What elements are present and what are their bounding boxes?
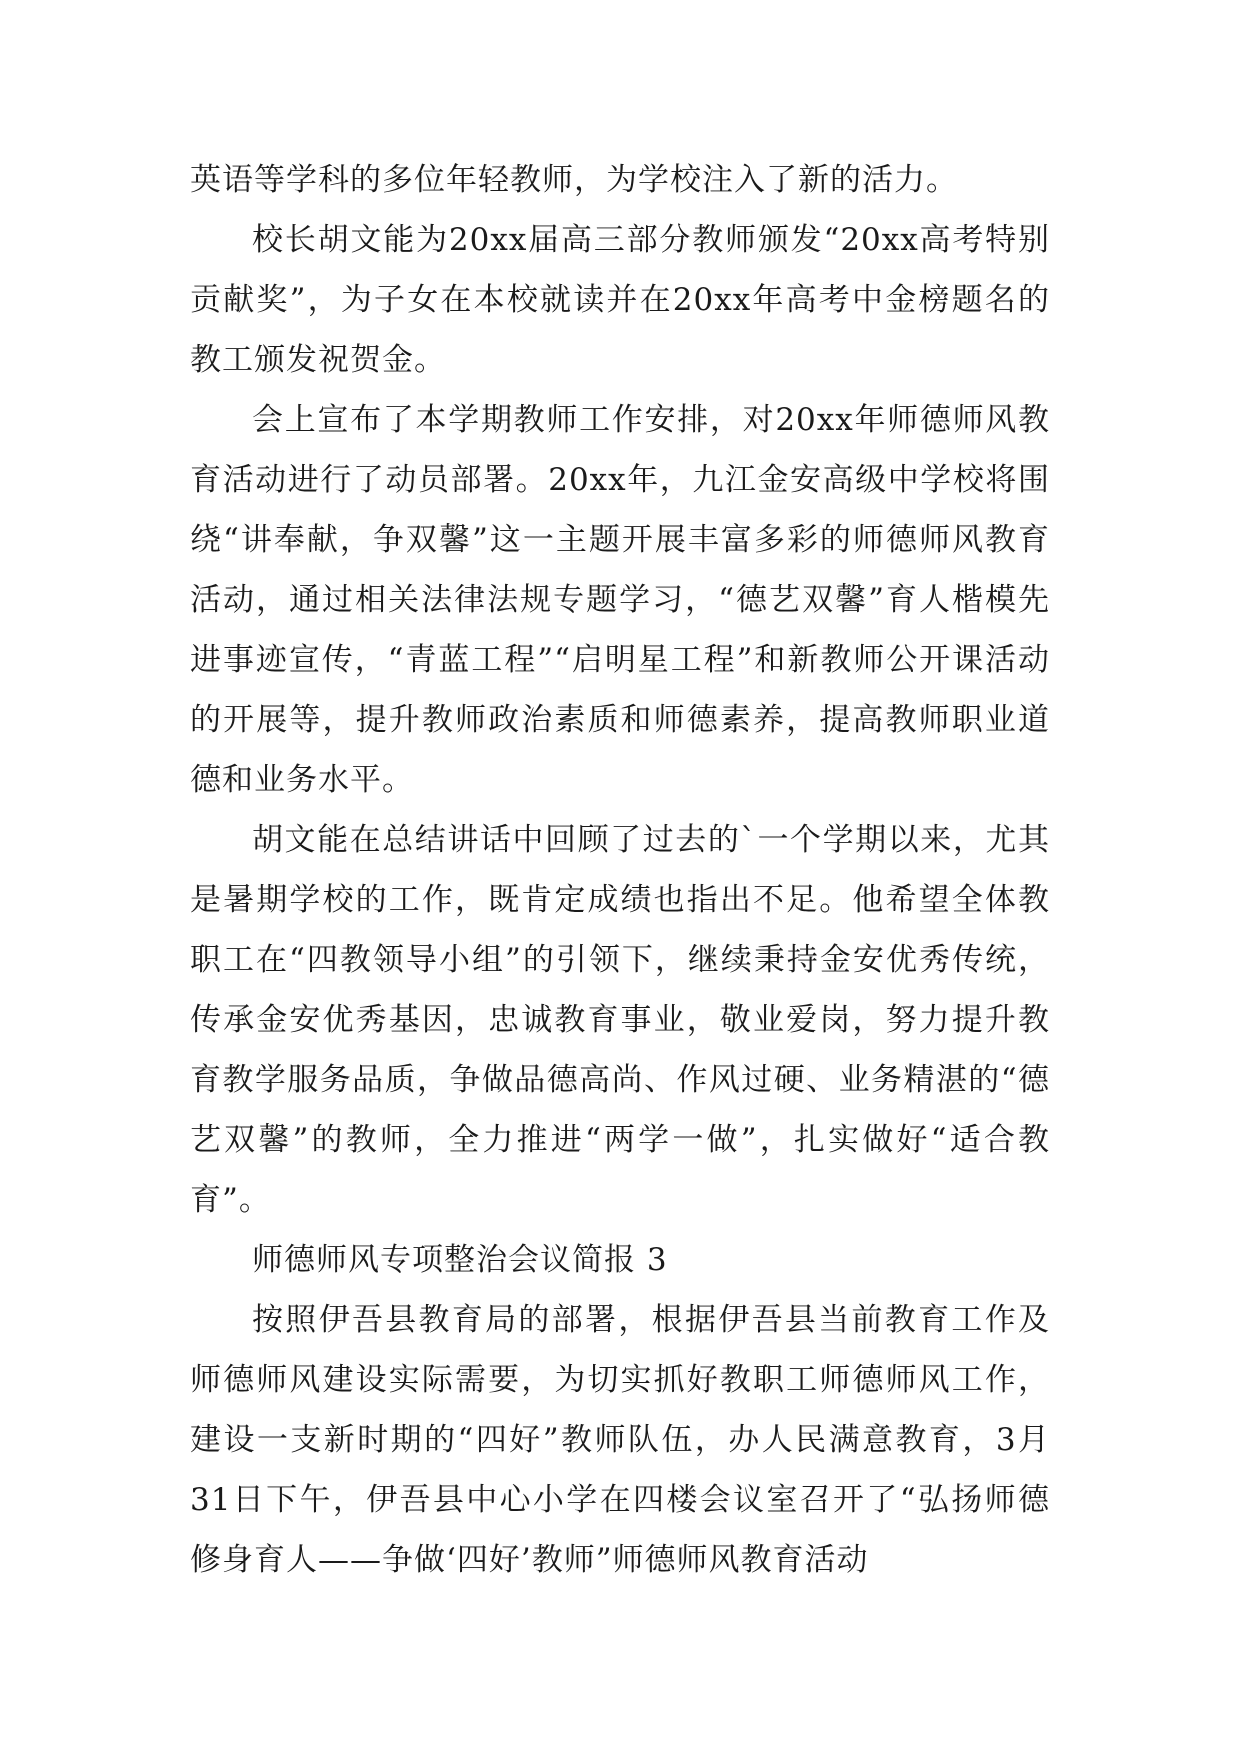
paragraph-1: 英语等学科的多位年轻教师，为学校注入了新的活力。 <box>190 162 958 198</box>
paragraph-2: 校长胡文能为20xx届高三部分教师颁发“20xx高考特别贡献奖”，为子女在本校就读并在20xx年高考中金榜题名的教工颁发祝贺金。 <box>190 222 1050 378</box>
document-body <box>190 150 1050 1590</box>
paragraph-5: 按照伊吾县教育局的部署，根据伊吾县当前教育工作及师德师风建设实际需要，为切实抓好教职工师德师风工作，建设一支新时期的“四好”教师队伍，办人民满意教育，3月31日下午，伊吾县中心小学在四楼会议室召开了“弘扬师德 修身育人——争做‘四好’教师”师德师风教育活动 <box>190 1302 1050 1578</box>
section-heading: 师德师风专项整治会议简报 3 <box>252 1242 668 1278</box>
paragraph-3: 会上宣布了本学期教师工作安排，对20xx年师德师风教育活动进行了动员部署。20xx年，九江金安高级中学校将围绕“讲奉献，争双馨”这一主题开展丰富多彩的师德师风教育活动，通过相关法律法规专题学习，“德艺双馨”育人楷模先进事迹宣传，“青蓝工程”“启明星工程”和新教师公开课活动的开展等，提升教师政治素质和师德素养，提高教师职业道德和业务水平。 <box>190 402 1050 798</box>
paragraph-4: 胡文能在总结讲话中回顾了过去的`一个学期以来，尤其是暑期学校的工作，既肯定成绩也指出不足。他希望全体教职工在“四教领导小组”的引领下，继续秉持金安优秀传统，传承金安优秀基因，忠诚教育事业，敬业爱岗，努力提升教育教学服务品质，争做品德高尚、作风过硬、业务精湛的“德艺双馨”的教师，全力推进“两学一做”，扎实做好“适合教育”。 <box>190 822 1050 1218</box>
